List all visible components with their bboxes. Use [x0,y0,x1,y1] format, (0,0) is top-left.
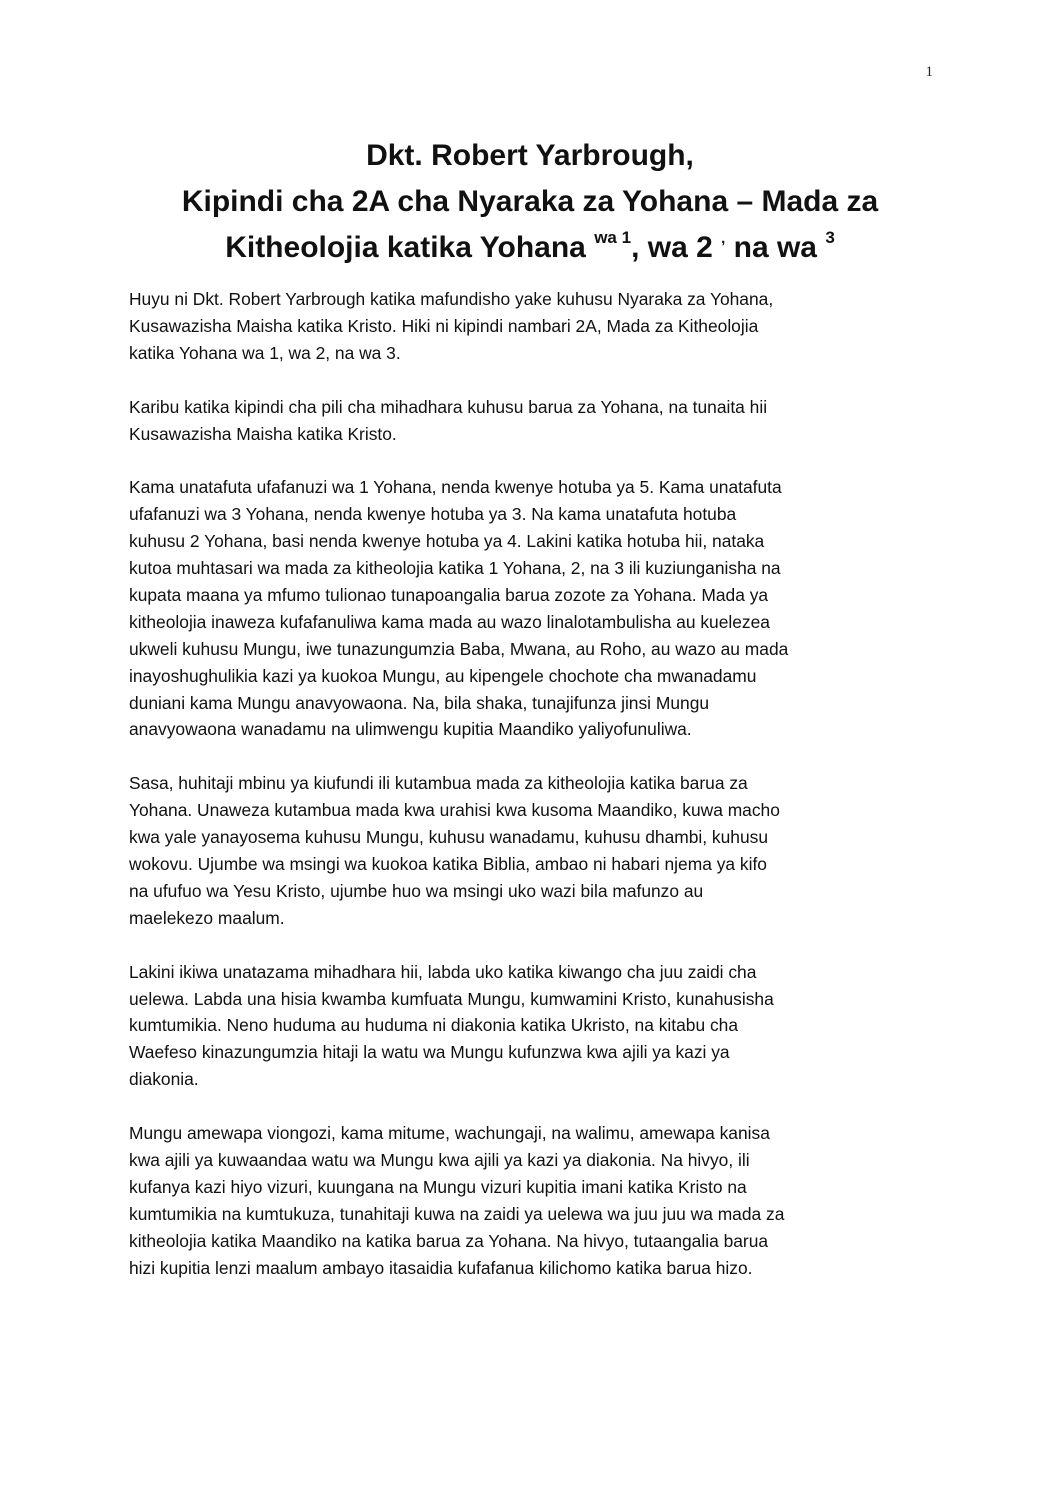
paragraph-line: Kama unatafuta ufafanuzi wa 1 Yohana, nenda kwenye hotuba ya 5. Kama unatafuta [129,477,782,498]
paragraph-line: na ufufuo wa Yesu Kristo, ujumbe huo wa msingi uko wazi bila mafunzo au [129,880,704,901]
paragraph-line: kufanya kazi hiyo vizuri, kuungana na Mungu vizuri kupitia imani katika Kristo na [129,1176,747,1197]
paragraph-line: ufafanuzi wa 3 Yohana, nenda kwenye hotuba ya 3. Na kama unatafuta hotuba [129,504,737,525]
title-line-3-mid-1: , wa 2 [631,231,713,264]
paragraph-line: wokovu. Ujumbe wa msingi wa kuokoa katika Biblia, ambao ni habari njema ya kifo [129,853,767,874]
paragraph-line: kupata maana ya mfumo tulionao tunapoangalia barua zozote za Yohana. Mada ya [129,584,769,605]
paragraph [129,394,944,448]
paragraph-line: kwa yale yanayosema kuhusu Mungu, kuhusu wanadamu, kuhusu dhambi, kuhusu [129,827,769,848]
title-line-2: Kipindi cha 2A cha Nyaraka za Yohana – Mada za [181,185,879,218]
paragraph [129,770,944,931]
paragraph-line: duniani kama Mungu anavyowaona. Na, bila shaka, tunajifunza jinsi Mungu [129,692,710,713]
paragraph-line: diakonia. [129,1069,199,1090]
paragraph-line: kumtumikia na kumtukuza, tunahitaji kuwa na zaidi ya uelewa wa juu juu wa mada za [129,1203,785,1224]
paragraph-line: uelewa. Labda una hisia kwamba kumfuata Mungu, kumwamini Kristo, kunahusisha [129,988,774,1009]
paragraph-line: Huyu ni Dkt. Robert Yarbrough katika mafundisho yake kuhusu Nyaraka za Yohana, [129,289,774,309]
paragraph-line: kutoa muhtasari wa mada za kitheolojia katika 1 Yohana, 2, na 3 ili kuziunganisha na [129,558,781,579]
title-superscript-2: , [721,230,726,247]
paragraph-line: katika Yohana wa 1, wa 2, na wa 3. [129,342,401,363]
paragraph-line: kitheolojia inaweza kufafanuliwa kama mada au wazo linalotambulisha au kuelezea [129,611,770,632]
page-number: 1 [925,64,933,80]
paragraph-line: hizi kupitia lenzi maalum ambayo itasaidia kufafanua kilichomo katika barua hizo. [129,1257,753,1278]
paragraph [129,959,944,1094]
title-line-3 [110,225,950,271]
paragraph [129,474,944,743]
paragraph-line: kwa ajili ya kuwaandaa watu wa Mungu kwa ajili ya kazi ya diakonia. Na hivyo, ili [129,1149,750,1170]
paragraph-line: ukweli kuhusu Mungu, iwe tunazungumzia Baba, Mwana, au Roho, au wazo au mada [129,638,789,659]
paragraph-line: Mungu amewapa viongozi, kama mitume, wachungaji, na walimu, amewapa kanisa [129,1123,770,1144]
paragraph-line: kuhusu 2 Yohana, basi nenda kwenye hotuba ya 4. Lakini katika hotuba hii, nataka [129,531,765,552]
document-body [129,286,944,1308]
paragraph-line: inayoshughulikia kazi ya kuokoa Mungu, au kipengele chochote cha mwanadamu [129,665,757,686]
paragraph [129,1120,944,1281]
title-line-1: Dkt. Robert Yarbrough, [366,139,694,172]
paragraph-line: Karibu katika kipindi cha pili cha mihadhara kuhusu barua za Yohana, na tunaita hii [129,396,768,417]
paragraph-line: Kusawazisha Maisha katika Kristo. [129,423,397,444]
paragraph-line: Sasa, huhitaji mbinu ya kiufundi ili kutambua mada za kitheolojia katika barua za [129,773,748,794]
title-line-3-mid-2: na wa [725,231,817,264]
paragraph-line: Kusawazisha Maisha katika Kristo. Hiki ni kipindi nambari 2A, Mada za Kitheolojia [129,315,759,336]
paragraph-line: maelekezo maalum. [129,907,285,928]
title-line-3-main: Kitheolojia katika Yohana [225,231,586,264]
title-superscript-1: wa 1 [594,228,632,247]
document-title [110,133,950,271]
paragraph-line: Waefeso kinazungumzia hitaji la watu wa Mungu kufunzwa kwa ajili ya kazi ya [129,1042,730,1063]
paragraph-line: Yohana. Unaweza kutambua mada kwa urahisi kwa kusoma Maandiko, kuwa macho [129,800,780,821]
paragraph-line: kitheolojia katika Maandiko na katika barua za Yohana. Na hivyo, tutaangalia barua [129,1230,769,1251]
paragraph [129,286,944,367]
title-superscript-3: 3 [825,228,835,247]
paragraph-line: anavyowaona wanadamu na ulimwengu kupitia Maandiko yaliyofunuliwa. [129,719,692,740]
paragraph-line: Lakini ikiwa unatazama mihadhara hii, labda uko katika kiwango cha juu zaidi cha [129,961,757,982]
paragraph-line: kumtumikia. Neno huduma au huduma ni diakonia katika Ukristo, na kitabu cha [129,1015,739,1036]
